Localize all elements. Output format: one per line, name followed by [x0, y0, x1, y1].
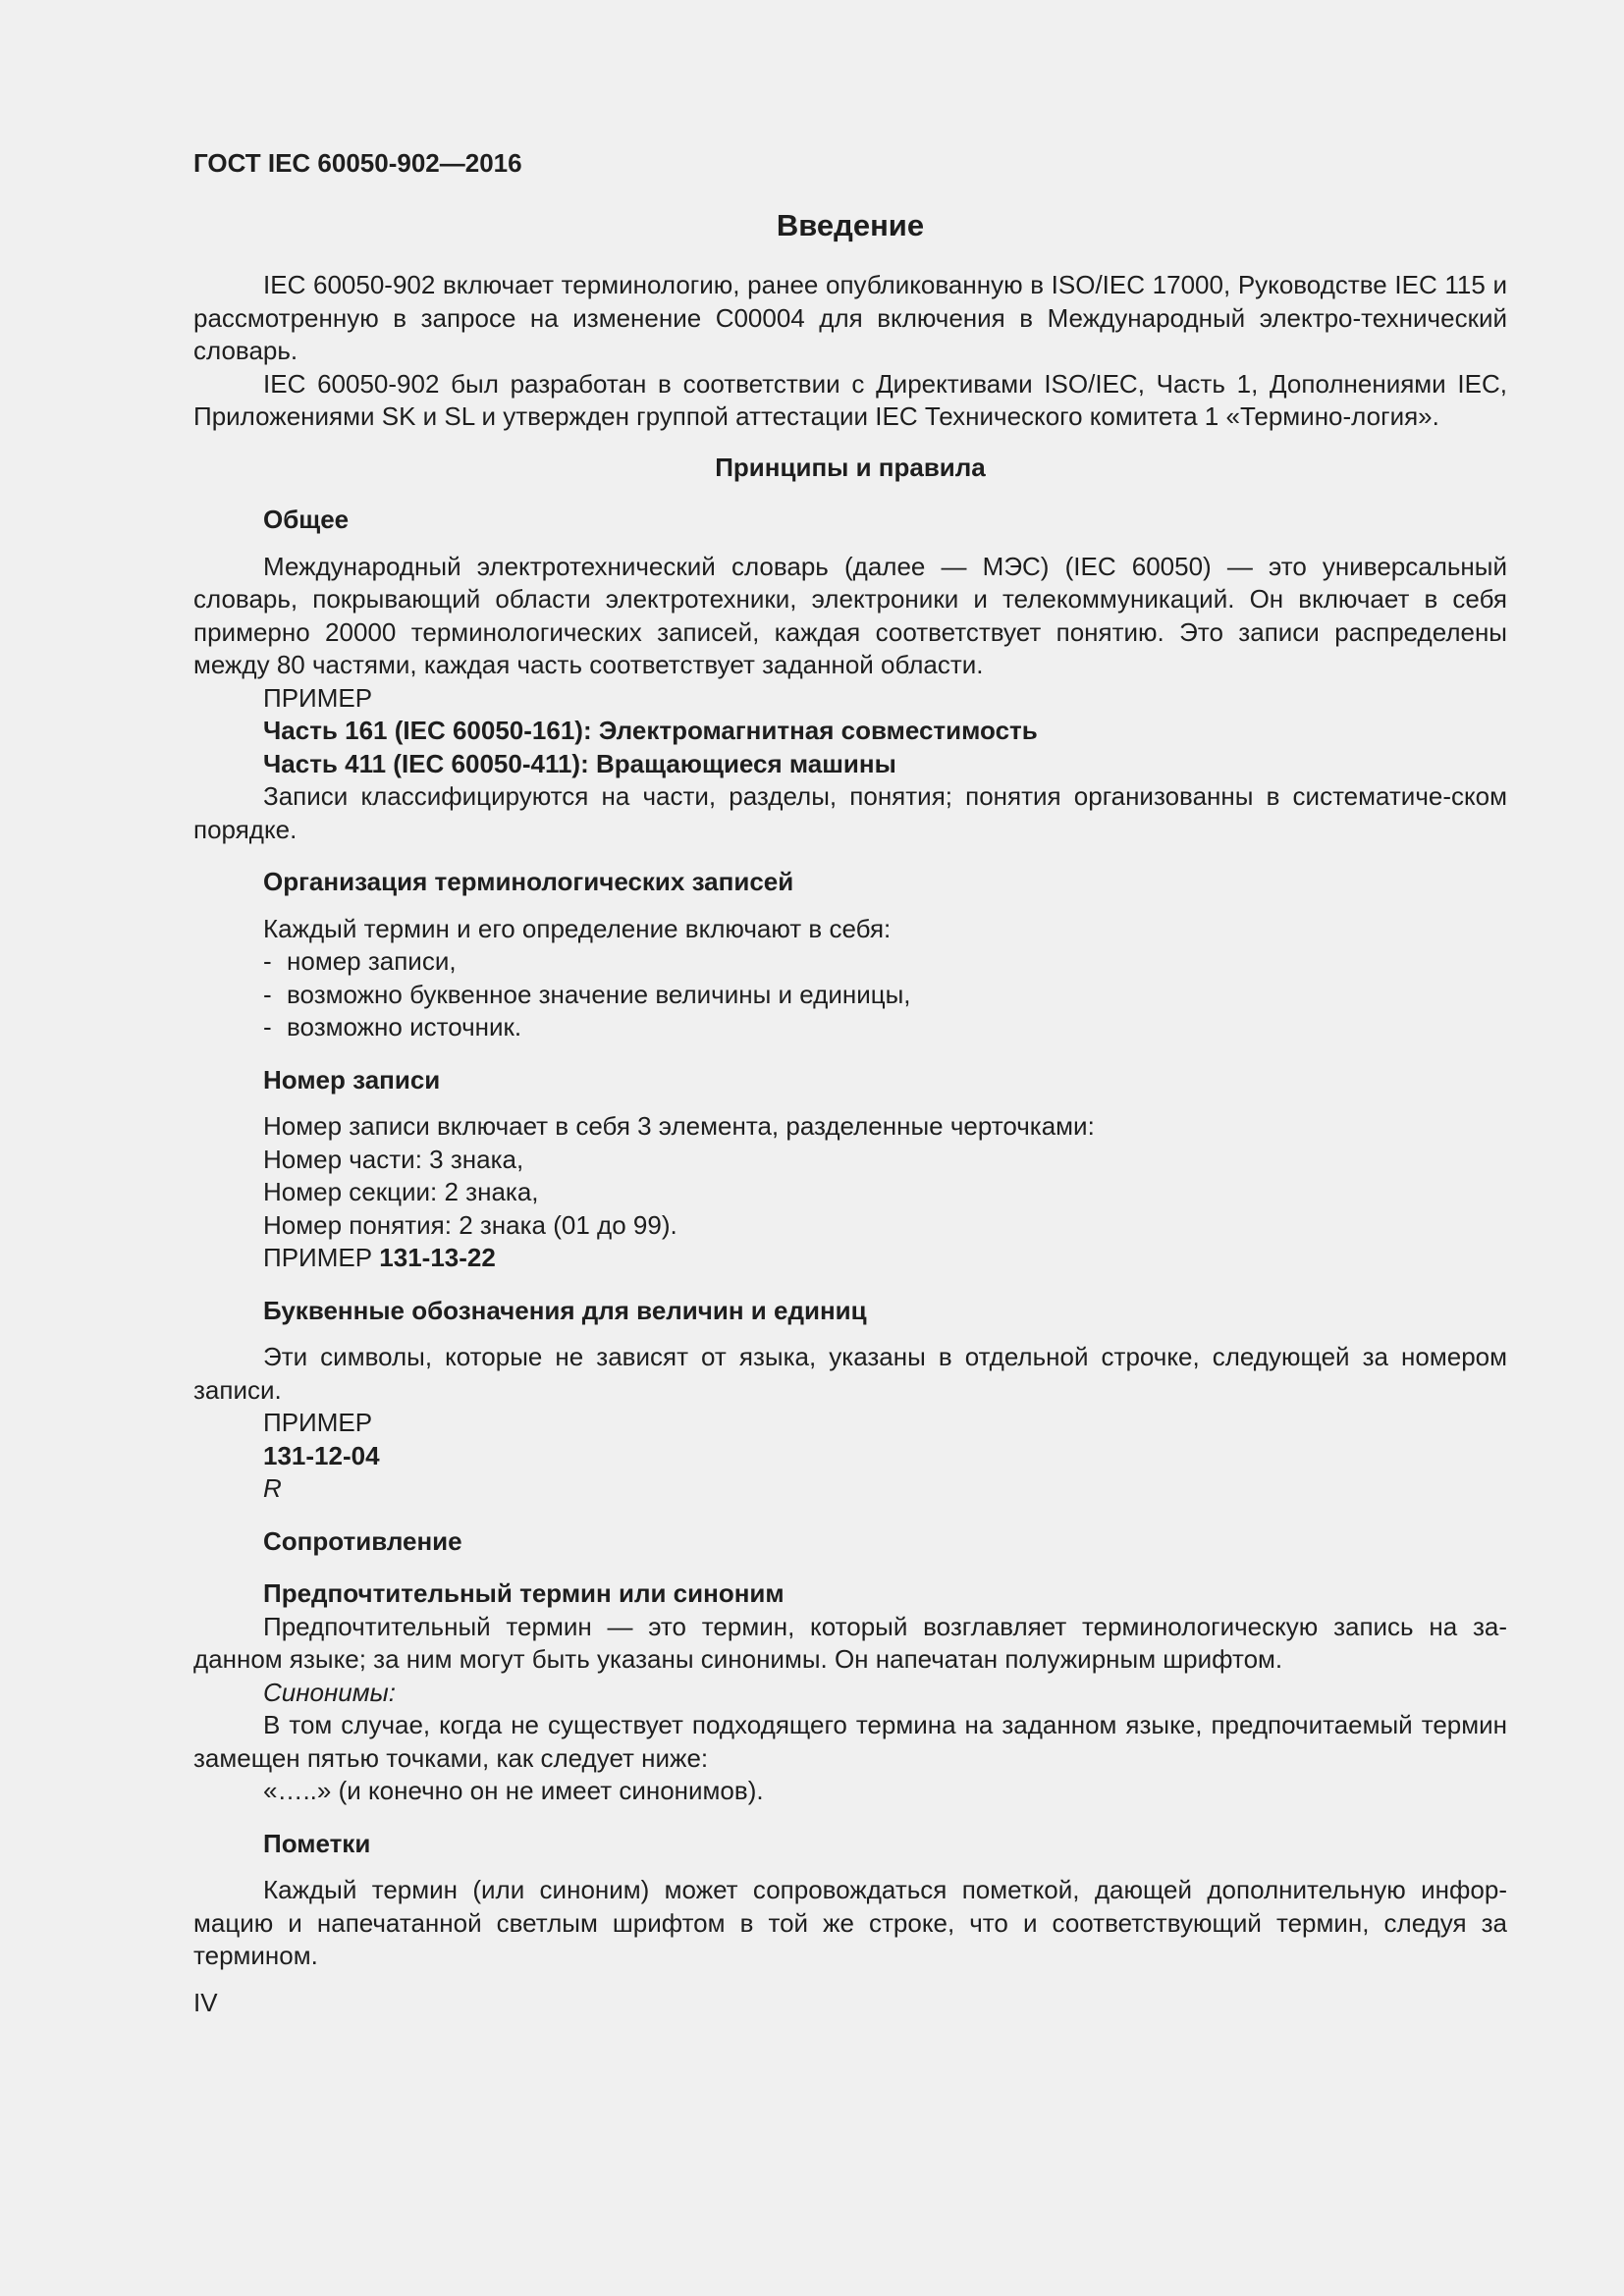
organization-intro: Каждый термин и его определение включают в себя: [263, 913, 892, 943]
symbols-example-term: Сопротивление [263, 1525, 462, 1556]
list-item-text: возможно источник. [287, 1012, 522, 1041]
preferred-heading: Предпочтительный термин или синоним [263, 1578, 785, 1608]
section-title: Введение [776, 208, 925, 242]
document-header: ГОСТ IEC 60050-902—2016 [193, 148, 522, 178]
notes-heading: Пометки [263, 1828, 371, 1858]
general-paragraph-1: Международный электротехнический словарь (далее — МЭС) (IEC 60050) — это универсальный словарь, покрывающий области электротехники, электроники и телекоммуникаций. Он включает в себя примерно 20000 терминологических записей, каждая соответствует понятию. Это записи распределены между 80 частями, каждая часть соответствует заданной области. [193, 551, 1507, 679]
entry-number-line-3: Номер секции: 2 знака, [263, 1177, 539, 1206]
symbols-example-label: ПРИМЕР [263, 1408, 373, 1437]
list-item-text: возможно буквенное значение величины и единицы, [287, 979, 911, 1009]
symbols-example-symbol: R [263, 1473, 282, 1503]
notes-paragraph: Каждый термин (или синоним) может сопровождаться пометкой, дающей дополнительную инфор-мацию и напечатанной светлым шрифтом в той же строке, что и соответствующий термин, следуя за термином. [193, 1875, 1507, 1970]
dash-bullet: - [263, 946, 272, 976]
list-item-text: номер записи, [287, 946, 457, 976]
general-example-1: Часть 161 (IEC 60050-161): Электромагнитная совместимость [263, 716, 1038, 745]
dash-bullet: - [263, 1012, 272, 1041]
general-example-label: ПРИМЕР [263, 682, 373, 713]
principles-title: Принципы и правила [715, 452, 986, 482]
symbols-paragraph: Эти символы, которые не зависят от языка, указаны в отдельной строчке, следующей за номером записи. [193, 1342, 1507, 1405]
symbols-example-number: 131-12-04 [263, 1440, 380, 1470]
organization-list [193, 945, 1507, 1044]
list-item [263, 945, 1507, 979]
example-label: ПРИМЕР [263, 1243, 373, 1272]
symbols-heading: Буквенные обозначения для величин и единиц [263, 1295, 867, 1325]
preferred-paragraph-1: Предпочтительный термин — это термин, который возглавляет терминологическую запись на за-данном языке; за ним могут быть указаны синонимы. Он напечатан полужирным шрифтом. [193, 1611, 1507, 1674]
synonyms-label: Синонимы: [263, 1677, 396, 1707]
preferred-paragraph-2: В том случае, когда не существует подходящего термина на заданном языке, предпочитаемый термин замещен пятью точками, как следует ниже: [193, 1710, 1507, 1773]
entry-number-heading: Номер записи [263, 1064, 441, 1095]
list-item [263, 979, 1507, 1012]
entry-number-line-2: Номер части: 3 знака, [263, 1144, 524, 1174]
entry-number-line-4: Номер понятия: 2 знака (01 до 99). [263, 1209, 677, 1240]
general-example-2: Часть 411 (IEC 60050-411): Вращающиеся машины [263, 748, 896, 778]
page-number: IV [193, 1987, 218, 2017]
dash-bullet: - [263, 979, 272, 1009]
organization-heading: Организация терминологических записей [263, 867, 794, 896]
example-value: 131-13-22 [379, 1243, 496, 1272]
intro-paragraph-1: IEC 60050-902 включает терминологию, ранее опубликованную в ISO/IEC 17000, Руководстве IEC 115 и рассмотренную в запросе на изменение C00004 для включения в Международный электро-технический словарь. [193, 270, 1507, 365]
entry-number-example [193, 1242, 1507, 1275]
entry-number-line-1: Номер записи включает в себя 3 элемента, разделенные черточками: [263, 1111, 1095, 1141]
list-item [263, 1011, 1507, 1044]
document-page [193, 147, 1507, 2019]
general-paragraph-2: Записи классифицируются на части, разделы, понятия; понятия организованны в систематиче-ском порядке. [193, 781, 1507, 844]
preferred-paragraph-3: «…..» (и конечно он не имеет синонимов). [263, 1776, 764, 1805]
intro-paragraph-2: IEC 60050-902 был разработан в соответствии с Директивами ISO/IEC, Часть 1, Дополнениями IEC, Приложениями SK и SL и утвержден группой аттестации IEC Технического комитета 1 «Термино-логия». [193, 368, 1507, 431]
general-heading: Общее [263, 505, 350, 534]
